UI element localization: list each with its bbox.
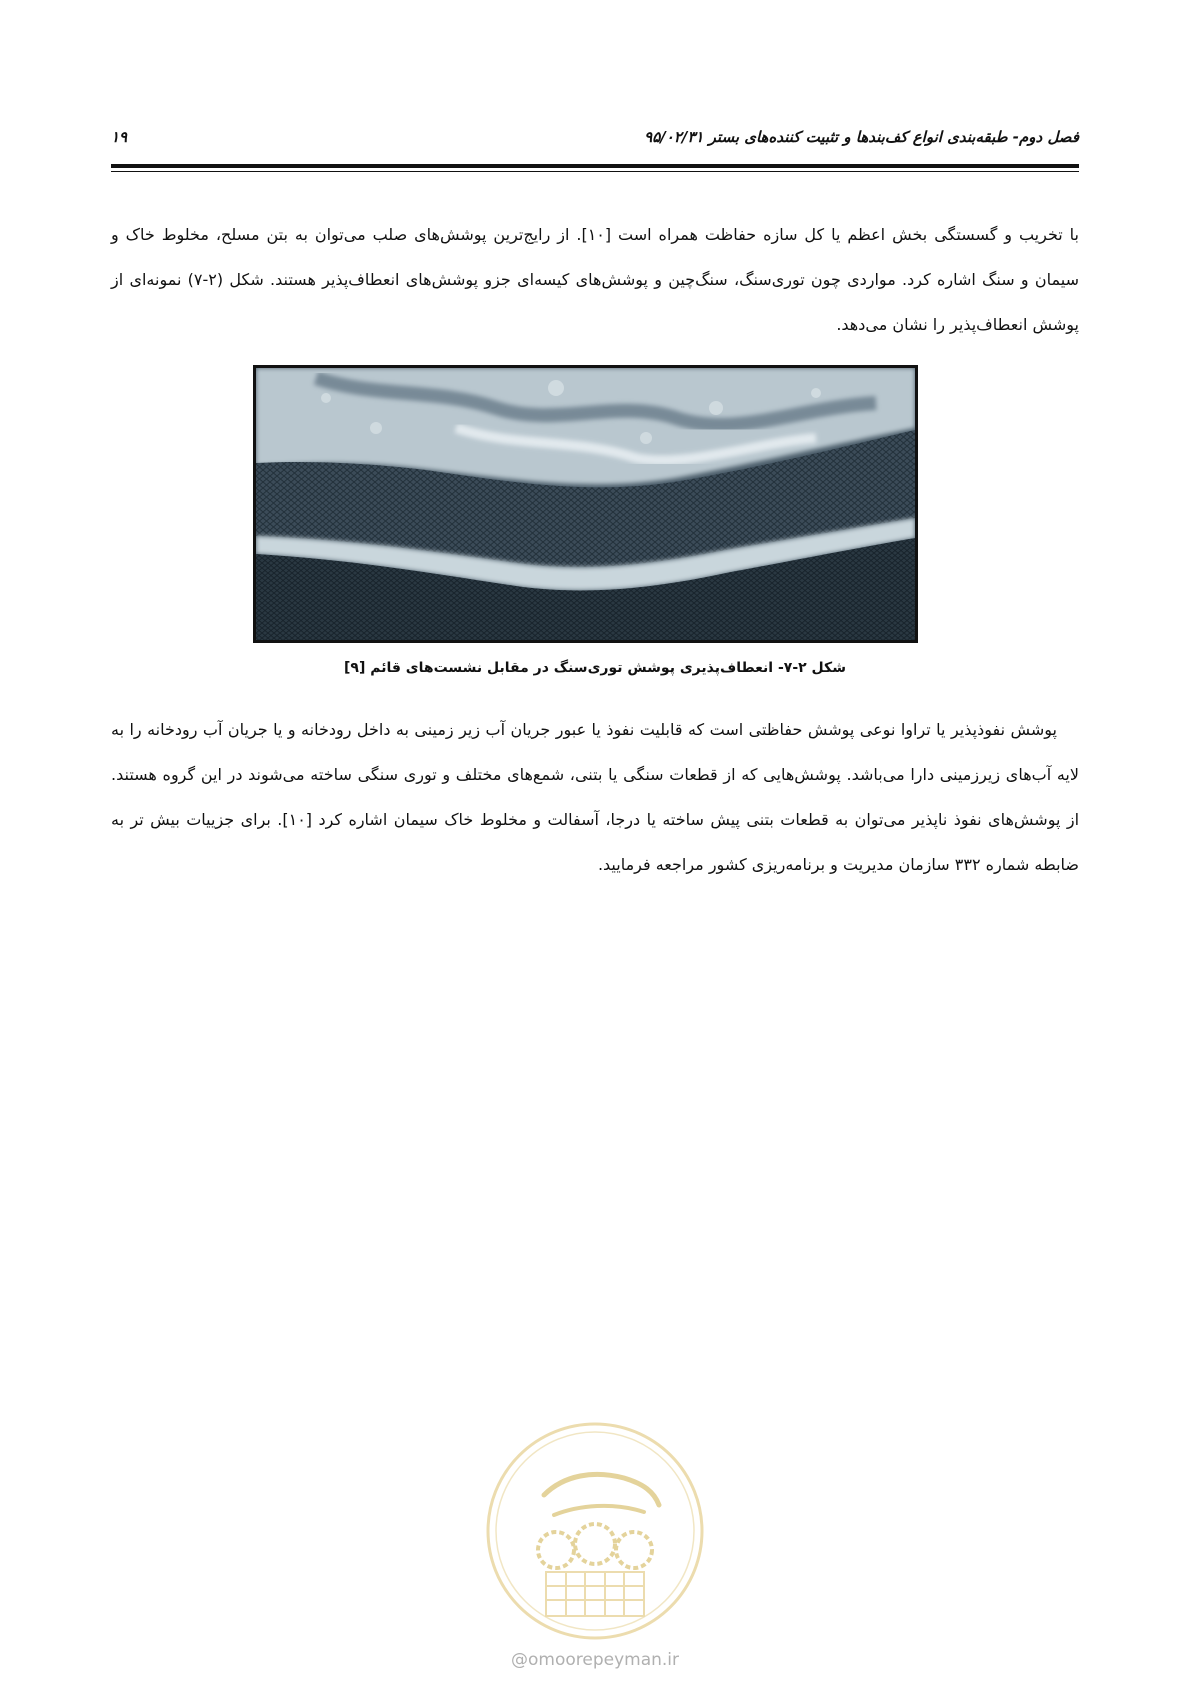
header-rule-thick <box>111 164 1079 168</box>
page-header <box>111 128 1079 168</box>
header-rule-thin <box>111 171 1079 172</box>
paragraph-1: با تخریب و گسستگی بخش اعظم یا کل سازه حفاظت همراه است [۱۰]. از رایج‌ترین پوشش‌های صلب می‌توان به بتن مسلح، مخلوط خاک و سیمان و سنگ اشاره کرد. مواردی چون توری‌سنگ، سنگ‌چین و پوشش‌های کیسه‌ای جزو پوشش‌های انعطاف‌پذیر هستند. شکل (۲-۷) نمونه‌ای از پوشش انعطاف‌پذیر را نشان می‌دهد. <box>111 225 1080 334</box>
paragraph-2: پوشش نفوذپذیر یا تراوا نوعی پوشش حفاظتی است که قابلیت نفوذ یا عبور جریان آب زیر زمینی به داخل رودخانه و یا جریان آب رودخانه را به لایه آب‌های زیرزمینی دارا می‌باشد. پوشش‌هایی که از قطعات سنگی یا بتنی، شمع‌های مختلف و توری سنگی ساخته می‌شوند در این گروه هستند. از پوشش‌های نفوذ ناپذیر می‌توان به قطعات بتنی پیش ساخته یا درجا، آسفالت و مخلوط خاک سیمان اشاره کرد [۱۰]. برای جزییات بیش تر به ضابطه شماره ۳۳۲ سازمان مدیریت و برنامه‌ریزی کشور مراجعه فرمایید. <box>111 720 1080 874</box>
seal-logo-icon <box>484 1420 706 1642</box>
chapter-title: فصل دوم- طبقه‌بندی انواع کف‌بندها و تثبیت کننده‌های بستر ۹۵/۰۲/۳۱ <box>644 128 1079 146</box>
figure-caption: شکل ۲-۷- انعطاف‌پذیری پوشش توری‌سنگ در مقابل نشست‌های قائم [۹] <box>344 660 846 676</box>
watermark-url: @omoorepeyman.ir <box>510 1650 680 1670</box>
gabion-photo <box>253 365 918 643</box>
gabion-photo-image <box>256 368 915 640</box>
watermark-seal <box>484 1420 706 1642</box>
page-number: ۱۹ <box>111 128 128 146</box>
